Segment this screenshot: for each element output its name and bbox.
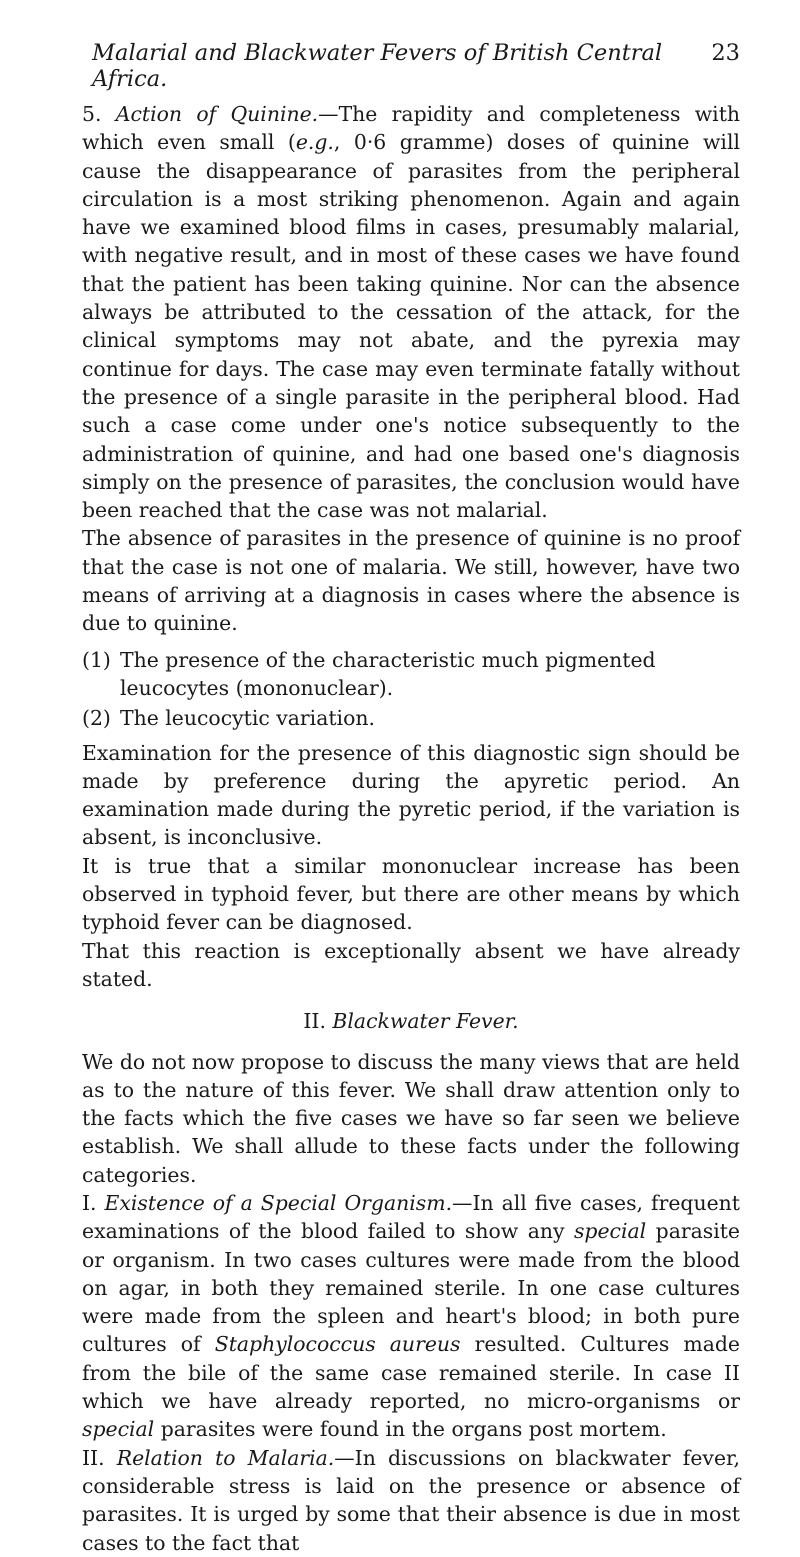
page-number: 23 <box>711 40 740 66</box>
paragraph: It is true that a similar mononuclear increase has been observed in typhoid fever, but there are other means by which typhoid fever can be diagnosed. <box>82 853 740 935</box>
list-item <box>82 646 740 703</box>
paragraph-existence-of-special-organism <box>82 1189 740 1444</box>
list-text: The presence of the characteristic much pigmented leucocytes (mononuclear). <box>120 647 656 700</box>
paragraph-label: I. <box>82 1190 105 1215</box>
paragraph-heading: Existence of a Special Organism. <box>104 1190 453 1215</box>
list-text: The leucocytic variation. <box>120 706 375 731</box>
list-number: (1) <box>82 647 111 672</box>
body-text <box>82 100 740 1557</box>
paragraph-text: —In discussions on blackwater fever, considerable stress is laid on the presence or absence of parasites. It is urged by some that their absence is due in most cases to the fact that <box>82 1445 740 1555</box>
paragraph-heading: Action of Quinine. <box>115 102 319 126</box>
list-item <box>82 704 740 732</box>
paragraph-text: resulted. Cultures made from the bile of the same case remained sterile. In case II which we have already reported, no micro-organisms or <box>82 1332 740 1414</box>
paragraph-relation-to-malaria <box>82 1444 740 1557</box>
paragraph-text: , 0·6 gramme) doses of quinine will cause the disappearance of parasites from the peripheral circulation is a most striking phenomenon. Again and again have we examined blood films in cases, presumably malarial, with negative result, and in most of these cases we have found that the patient has been taking quinine. Nor can the absence always be attributed to the cessation of the attack, for the clinical symptoms may not abate, and the pyrexia may continue for days. The case may even terminate fatally without the presence of a single parasite in the peripheral blood. Had such a case come under one's notice subsequently to the administration of quinine, and had one based one's diagnosis simply on the presence of parasites, the conclusion would have been reached that the case was not malarial. <box>82 130 740 523</box>
section-title: Blackwater Fever. <box>332 1009 519 1034</box>
emphasis: special <box>573 1219 647 1244</box>
section-number: II. <box>303 1009 333 1034</box>
species-name: Staphylococcus aureus <box>214 1332 461 1357</box>
paragraph: That this reaction is exceptionally absent we have already stated. <box>82 938 740 991</box>
list-number: (2) <box>82 706 111 731</box>
emphasis: special <box>82 1417 155 1442</box>
section-heading <box>82 1007 740 1035</box>
running-title: Malarial and Blackwater Fevers of British Central Africa. <box>92 40 663 92</box>
paragraph-label: II. <box>82 1445 117 1470</box>
paragraph-heading: Relation to Malaria. <box>116 1445 335 1470</box>
paragraph: The absence of parasites in the presence of quinine is no proof that the case is not one of malaria. We still, however, have two means of arriving at a diagnosis in cases where the absence is due to quinine. <box>82 526 740 636</box>
paragraph-text: —In all five cases, frequent examinations of the blood failed to show any <box>82 1190 740 1244</box>
paragraph: We do not now propose to discuss the many views that are held as to the nature of this fever. We shall draw attention only to the facts which the five cases we have so far seen we believe establish. We shall allude to these facts under the following categories. <box>82 1049 740 1187</box>
paragraph-label: 5. <box>82 102 116 126</box>
running-header <box>82 40 740 92</box>
paragraph-text: —The rapidity and completeness with which even small ( <box>82 102 741 155</box>
abbrev-eg: e.g. <box>295 130 334 155</box>
paragraph-text: parasite or organism. In two cases cultures were made from the blood on agar, in both they remained sterile. In one case cultures were made from the spleen and heart's blood; in both pure cultures of <box>82 1219 741 1357</box>
paragraph-action-of-quinine <box>82 100 740 524</box>
paragraph-text: parasites were found in the organs post mortem. <box>154 1417 667 1442</box>
paragraph: Examination for the presence of this diagnostic sign should be made by preference during the apyretic period. An examination made during the pyretic period, if the variation is absent, is inconclusive. <box>82 740 740 850</box>
